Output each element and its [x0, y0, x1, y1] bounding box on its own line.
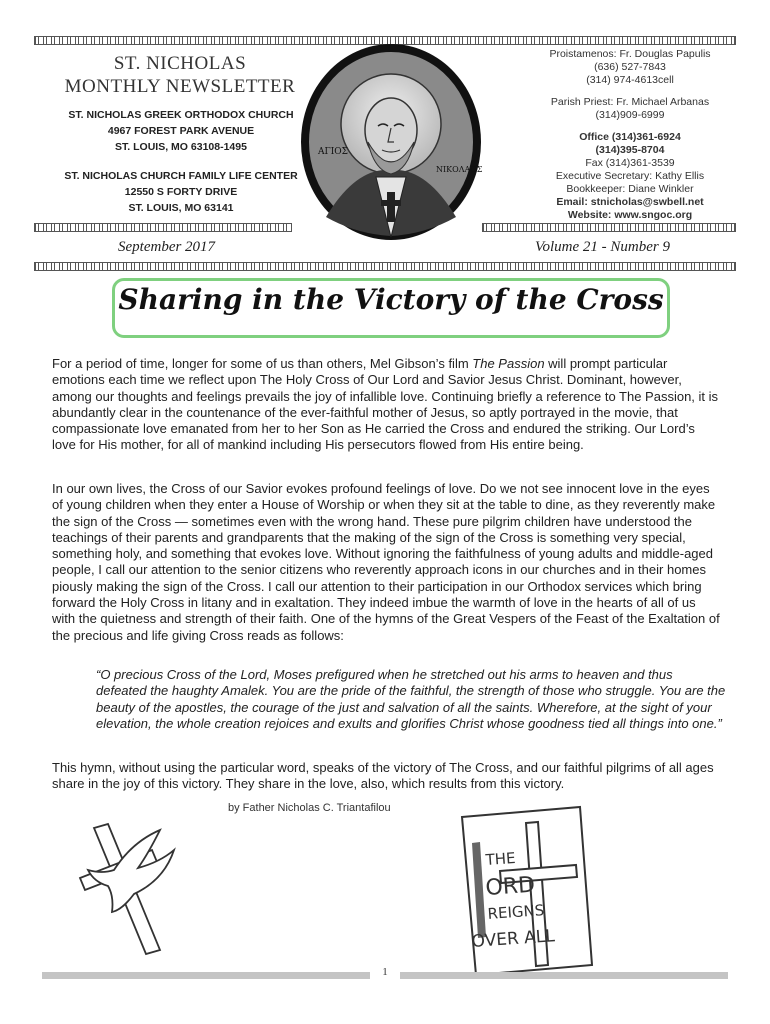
byline: by Father Nicholas C. Triantafilou: [228, 802, 391, 814]
p1-text-b: will prompt particular emotions each time we reflect upon The Holy Cross of Our Lord and Savior Jesus Christ. Dominant, however, among our thoughts and feelings prevails the joy of infallible love. Continuing briefly a reference to The Passion, it is abundantly clear in the countenance of the ever-faithful mother of Jesus, so aptly portrayed in the movie, that compassionate love emanated from her to her Son as He carried the Cross and endured the striking. Our Lord’s love for His mother, for all of mankind including His persecutors flowed from His entire being.: [52, 356, 719, 453]
proistamenos-phone2: (314) 974-4613cell: [586, 74, 674, 86]
icon-label-left: ΑΓΙΟΣ: [318, 147, 349, 157]
church-name: ST. NICHOLAS GREEK ORTHODOX CHURCH: [68, 109, 294, 121]
bookkeeper: Bookkeeper: Diane Winkler: [566, 183, 694, 195]
website: Website: www.sngoc.org: [567, 209, 693, 221]
icon-label-right: ΝΙΚΟΛΑΟΣ: [436, 165, 483, 174]
graphic-text-lord: ORD: [484, 872, 536, 901]
email: Email: stnicholas@swbell.net: [556, 196, 704, 208]
saint-nicholas-icon: [296, 42, 486, 242]
office-phone2: (314)395-8704: [595, 144, 665, 156]
secretary: Executive Secretary: Kathy Ellis: [555, 170, 705, 182]
p1-text-a: For a period of time, longer for some of us than others, Mel Gibson’s film: [52, 356, 473, 371]
proistamenos: Proistamenos: Fr. Douglas Papulis: [549, 48, 711, 60]
parish-priest-phone: (314)909-6999: [595, 109, 665, 121]
page-number: 1: [382, 966, 388, 978]
contacts-block: [520, 48, 740, 222]
graphic-text-over-all: OVER ALL: [470, 926, 556, 952]
center-city: ST. LOUIS, MO 63141: [128, 202, 234, 214]
church-address: [36, 107, 326, 155]
church-city: ST. LOUIS, MO 63108-1495: [115, 141, 247, 153]
hymn-quote: “O precious Cross of the Lord, Moses prefigured when he stretched out his arms to heaven and thus defeated the haughty Amalek. You are the pride of the faithful, the strength of those who struggle. You are the beauty of the apostles, the courage of the just and salvation of all the saints. Wherefore, at the sight of your elevation, the whole creation rejoices and exults and glorifies Christ whose goodness tied all things into one.”: [96, 667, 726, 731]
footer-bar-right: [400, 972, 728, 979]
paragraph-1: [52, 356, 722, 454]
office-phone: Office (314)361-6924: [579, 131, 681, 143]
greek-key-border-left: [34, 223, 292, 232]
issue-date: September 2017: [118, 239, 216, 255]
greek-key-border-right: [482, 223, 736, 232]
paragraph-2: In our own lives, the Cross of our Savior evokes profound feelings of love. Do we not see innocent love in the eyes of young children when they enter a House of Worship or when they sit at the table to dine, as they reverently make the sign of the Cross — sometimes even with the wrong hand. These pure pilgrim children have understood the teachings of their parents and grandparents that the making of the sign of the Cross is something very special, something holy, and something that evokes love. Without ignoring the faithfulness of young adults and middle-aged people, I call our attention to the senior citizens who reverently approach icons in our churches and in their homes piously making the sign of the Cross. I call our attention to their participation in our Orthodox services which bring forward the Holy Cross in litany and in exaltation. They indeed imbue the warmth of love in the hearts of all of us with the quietness and strength of their faith. One of the hymns of the Great Vespers of the Feast of the Exaltation of the precious and life giving Cross reads as follows:: [52, 481, 720, 643]
footer-bar-left: [42, 972, 370, 979]
title-line1: ST. NICHOLAS: [113, 53, 247, 74]
issue-volume: Volume 21 - Number 9: [535, 239, 670, 255]
paragraph-3: This hymn, without using the particular word, speaks of the victory of The Cross, and our faithful pilgrims of all ages share in the joy of this victory. They share in the love, also, which results from this victory.: [52, 760, 714, 792]
title-line2: MONTHLY NEWSLETTER: [64, 76, 296, 97]
greek-key-border-bottom: [34, 262, 736, 271]
parish-priest: Parish Priest: Fr. Michael Arbanas: [550, 96, 710, 108]
fax: Fax (314)361-3539: [585, 157, 675, 169]
center-address: [36, 168, 326, 216]
center-street: 12550 S FORTY DRIVE: [124, 186, 238, 198]
dove-cross-icon: [64, 820, 194, 960]
center-name: ST. NICHOLAS CHURCH FAMILY LIFE CENTER: [64, 170, 298, 182]
newsletter-title: [60, 52, 300, 98]
lord-reigns-graphic: [452, 805, 602, 980]
p1-film-title: The Passion: [472, 356, 545, 371]
church-street: 4967 FOREST PARK AVENUE: [107, 125, 255, 137]
article-headline: Sharing in the Victory of the Cross: [118, 283, 664, 316]
proistamenos-phone1: (636) 527-7843: [594, 61, 666, 73]
graphic-text-the: THE: [485, 848, 517, 869]
graphic-text-reigns: REIGNS: [487, 901, 545, 923]
